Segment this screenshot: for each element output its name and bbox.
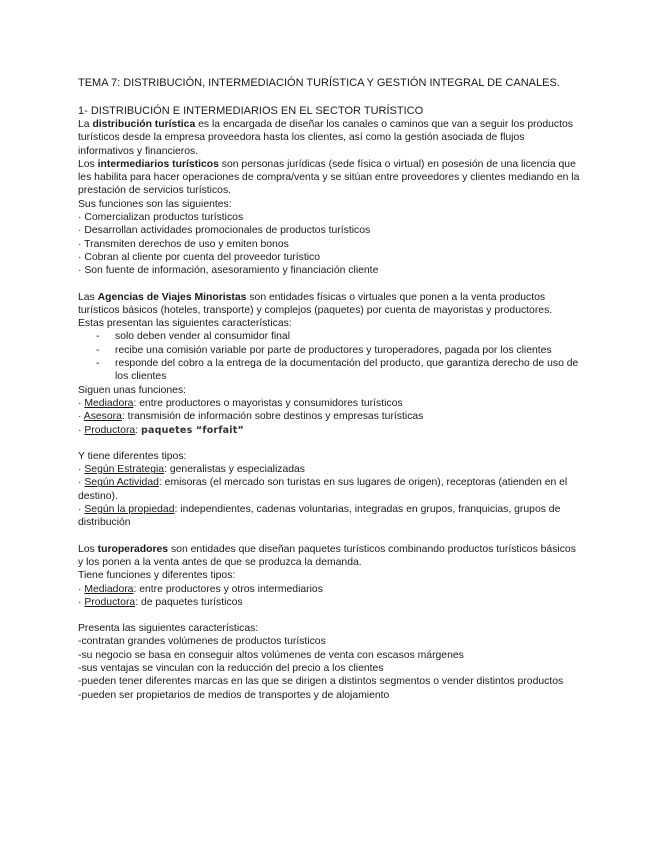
spacer <box>78 609 580 622</box>
document-content <box>78 76 580 702</box>
paragraph-agencias: Las Agencias de Viajes Minoristas son entidades físicas o virtuales que ponen a la venta productos turísticos básicos (hoteles, transporte) y complejos (paquetes) por cuenta de mayoristas y productores. <box>78 291 553 316</box>
funciones-intro: Siguen unas funciones: <box>78 384 187 396</box>
section-heading: 1- DISTRIBUCIÓN E INTERMEDIARIOS EN EL SECTOR TURÍSTICO <box>78 105 424 117</box>
list-item: · Según Actividad: emisoras (el mercado son turistas en sus lugares de origen), receptoras (atienden en el destino). <box>78 477 568 502</box>
list-item: · Mediadora: entre productores o mayoristas y consumidores turísticos <box>78 397 403 409</box>
funciones-intro: Sus funciones son las siguientes: <box>78 198 232 210</box>
term-turoperadores: turoperadores <box>97 543 169 555</box>
list-item: -pueden tener diferentes marcas en las que se dirigen a distintos segmentos o vender distintos productos <box>78 676 564 688</box>
list-item: - solo deben vender al consumidor final <box>78 330 580 343</box>
spacer <box>78 278 580 291</box>
caracteristicas-list <box>78 330 580 383</box>
list-item: · Asesora: transmisión de información sobre destinos y empresas turísticas <box>78 411 424 423</box>
list-item: -contratan grandes volúmenes de productos turísticos <box>78 636 326 648</box>
list-item: · Son fuente de información, asesoramiento y financiación cliente <box>78 265 379 277</box>
list-item: · Mediadora: entre productores y otros intermediarios <box>78 583 323 595</box>
list-item: · Cobran al cliente por cuenta del proveedor turístico <box>78 251 321 263</box>
term-agencias: Agencias de Viajes Minoristas <box>97 291 247 303</box>
forfait-label: paquetes “forfait” <box>140 424 244 436</box>
list-item: -sus ventajas se vinculan con la reducción del precio a los clientes <box>78 662 384 674</box>
caracteristicas-intro: Estas presentan las siguientes características: <box>78 318 292 330</box>
list-item: · Transmiten derechos de uso y emiten bonos <box>78 238 289 250</box>
caracteristicas-intro: Presenta las siguientes características: <box>78 623 259 635</box>
list-item: -su negocio se basa en conseguir altos volúmenes de venta con escasos márgenes <box>78 649 464 661</box>
term-distribucion: distribución turística <box>92 119 196 130</box>
spacer <box>78 530 580 543</box>
list-item: · Comercializan productos turísticos <box>78 212 244 224</box>
list-item: · Desarrollan actividades promocionales de productos turísticos <box>78 225 371 237</box>
list-item: - recibe una comisión variable por parte de productores y turoperadores, pagada por los clientes <box>78 344 580 357</box>
list-item: · Según la propiedad: independientes, cadenas voluntarias, integradas en grupos, franquicias, grupos de distribución <box>78 504 561 529</box>
paragraph-intermediarios: Los intermediarios turísticos son personas jurídicas (sede física o virtual) en posesión de una licencia que les habilita para hacer operaciones de compra/venta y se sitúan entre proveedores y clientes mediando en la prestación de servicios turísticos. <box>78 158 580 197</box>
list-item: -pueden ser propietarios de medios de transportes y de alojamiento <box>78 689 390 701</box>
paragraph-distribucion: La distribución turística es la encargada de diseñar los canales o caminos que van a seguir los productos turísticos desde la empresa proveedora hasta los clientes, así como la gestión asociada de flujos informativos y financieros. <box>78 119 573 157</box>
list-item: · Productora: de paquetes turísticos <box>78 596 243 608</box>
spacer <box>78 437 580 450</box>
term-intermediarios: intermediarios turísticos <box>97 158 219 170</box>
list-item: · Según Estrategia: generalistas y especializadas <box>78 464 306 476</box>
paragraph-turoperadores: Los turoperadores son entidades que diseñan paquetes turísticos combinando productos turísticos básicos y los ponen a la venta antes de que se produzca la demanda. <box>78 543 576 568</box>
tipos-intro: Y tiene diferentes tipos: <box>78 450 187 462</box>
list-item: · Productora: paquetes “forfait” <box>78 424 244 436</box>
funciones-intro: Tiene funciones y diferentes tipos: <box>78 570 236 582</box>
list-item: - responde del cobro a la entrega de la documentación del producto, que garantiza derecho de uso de los clientes <box>78 357 580 384</box>
document-title: TEMA 7: DISTRIBUCIÓN, INTERMEDIACIÓN TURÍSTICA Y GESTIÓN INTEGRAL DE CANALES. <box>78 77 560 89</box>
